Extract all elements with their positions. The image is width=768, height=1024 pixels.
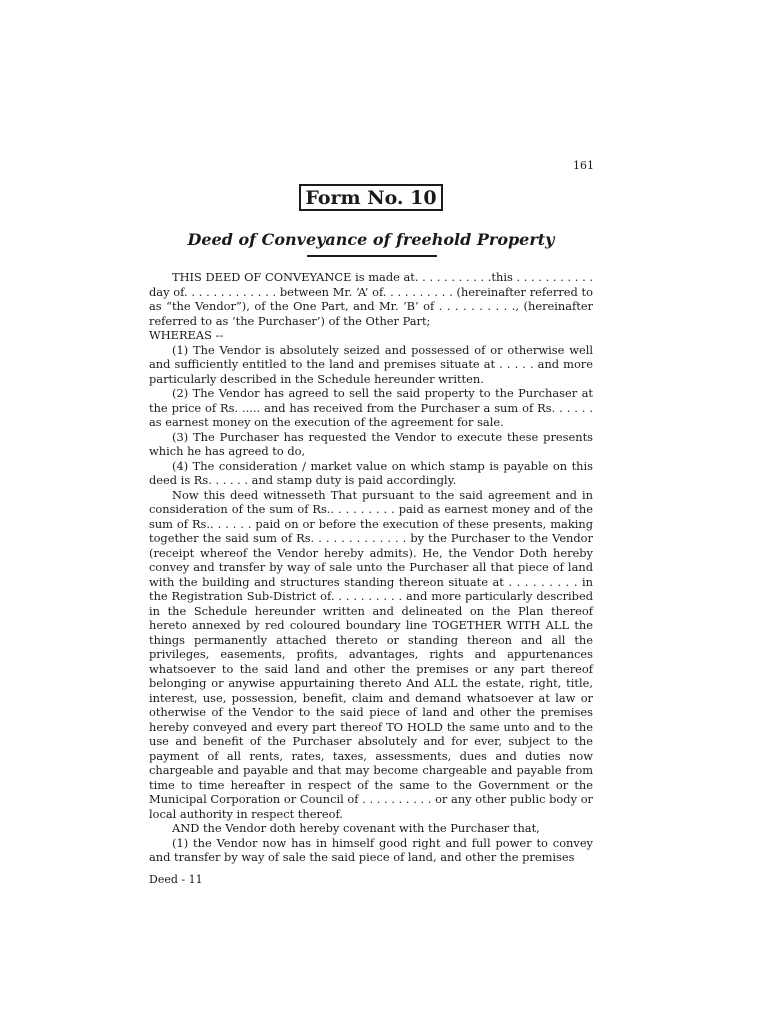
paragraph-covenant: AND the Vendor doth hereby covenant with the Purchaser that, (172, 821, 540, 835)
paragraph-preamble: THIS DEED OF CONVEYANCE is made at. . . . . . . . . . .this . . . . . . . . . . . day of. . . . . . . . . . . . . between Mr. ‘A’ of. . . . . . . . . . (hereinafter referred to as “the Vendor”), of the One Part, and Mr. ‘B’ of . . . . . . . . . ., (hereinafter referred to as ‘the Purchaser’) of the Other Part; (149, 270, 593, 328)
form-number-box: Form No. 10 (299, 184, 443, 211)
footer-label: Deed - 11 (149, 873, 203, 886)
paragraph-covenant-1: (1) the Vendor now has in himself good right and full power to convey and transfer by way of sale the said piece of land, and other the premises (149, 835, 593, 864)
paragraph-recital-1: (1) The Vendor is absolutely seized and possessed of or otherwise well and sufficiently entitled to the land and premises situate at . . . . . and more particularly described in the Schedule hereunder written. (149, 342, 593, 386)
paragraph-recital-4: (4) The consideration / market value on which stamp is payable on this deed is Rs. . . . . . and stamp duty is paid accordingly. (149, 458, 593, 487)
paragraph-recital-3: (3) The Purchaser has requested the Vendor to execute these presents which he has agreed to do, (149, 429, 593, 458)
paragraph-whereas: WHEREAS -- (149, 328, 224, 342)
paragraph-witnesseth: Now this deed witnesseth That pursuant to the said agreement and in consideration of the sum of Rs.. . . . . . . . . paid as earnest money and of the sum of Rs.. . . . . . paid on or before the execution of these presents, making together the said sum of Rs. . . . . . . . . . . . . by the Purchaser to the Vendor (receipt whereof the Vendor hereby admits). He, the Vendor Doth hereby convey and transfer by way of sale unto the Purchaser all that piece of land with the building and structures standing thereon situate at . . . . . . . . . in the Registration Sub-District of. . . . . . . . . . and more particularly described in the Schedule hereunder written and delineated on the Plan thereof hereto annexed by red coloured boundary line TOGETHER WITH ALL the things permanently attached thereto or standing thereon and all the privileges, easements, profits, advantages, rights and appurtenances whatsoever to the said land and other the premises or any part thereof belonging or anywise appurtaining thereto And ALL the estate, right, title, interest, use, possession, benefit, claim and demand whatsoever at law or otherwise of the Vendor to the said piece of land and other the premises hereby conveyed and every part thereof TO HOLD the same unto and to the use and benefit of the Purchaser absolutely and for ever, subject to the payment of all rents, rates, taxes, assessments, dues and duties now chargeable and payable and that may become chargeable and payable from time to time hereafter in respect of the same to the Government or the Municipal Corporation or Council of . . . . . . . . . . or any other public body or local authority in respect thereof. (149, 487, 593, 821)
paragraph-recital-2: (2) The Vendor has agreed to sell the said property to the Purchaser at the price of Rs. ..... and has received from the Purchaser a sum of Rs. . . . . . as earnest money on the execution of the agreement for sale. (149, 386, 593, 429)
deed-body (149, 270, 593, 865)
page-number: 161 (573, 159, 594, 172)
title-underline (307, 255, 437, 257)
document-title: Deed of Conveyance of freehold Property (187, 230, 555, 249)
